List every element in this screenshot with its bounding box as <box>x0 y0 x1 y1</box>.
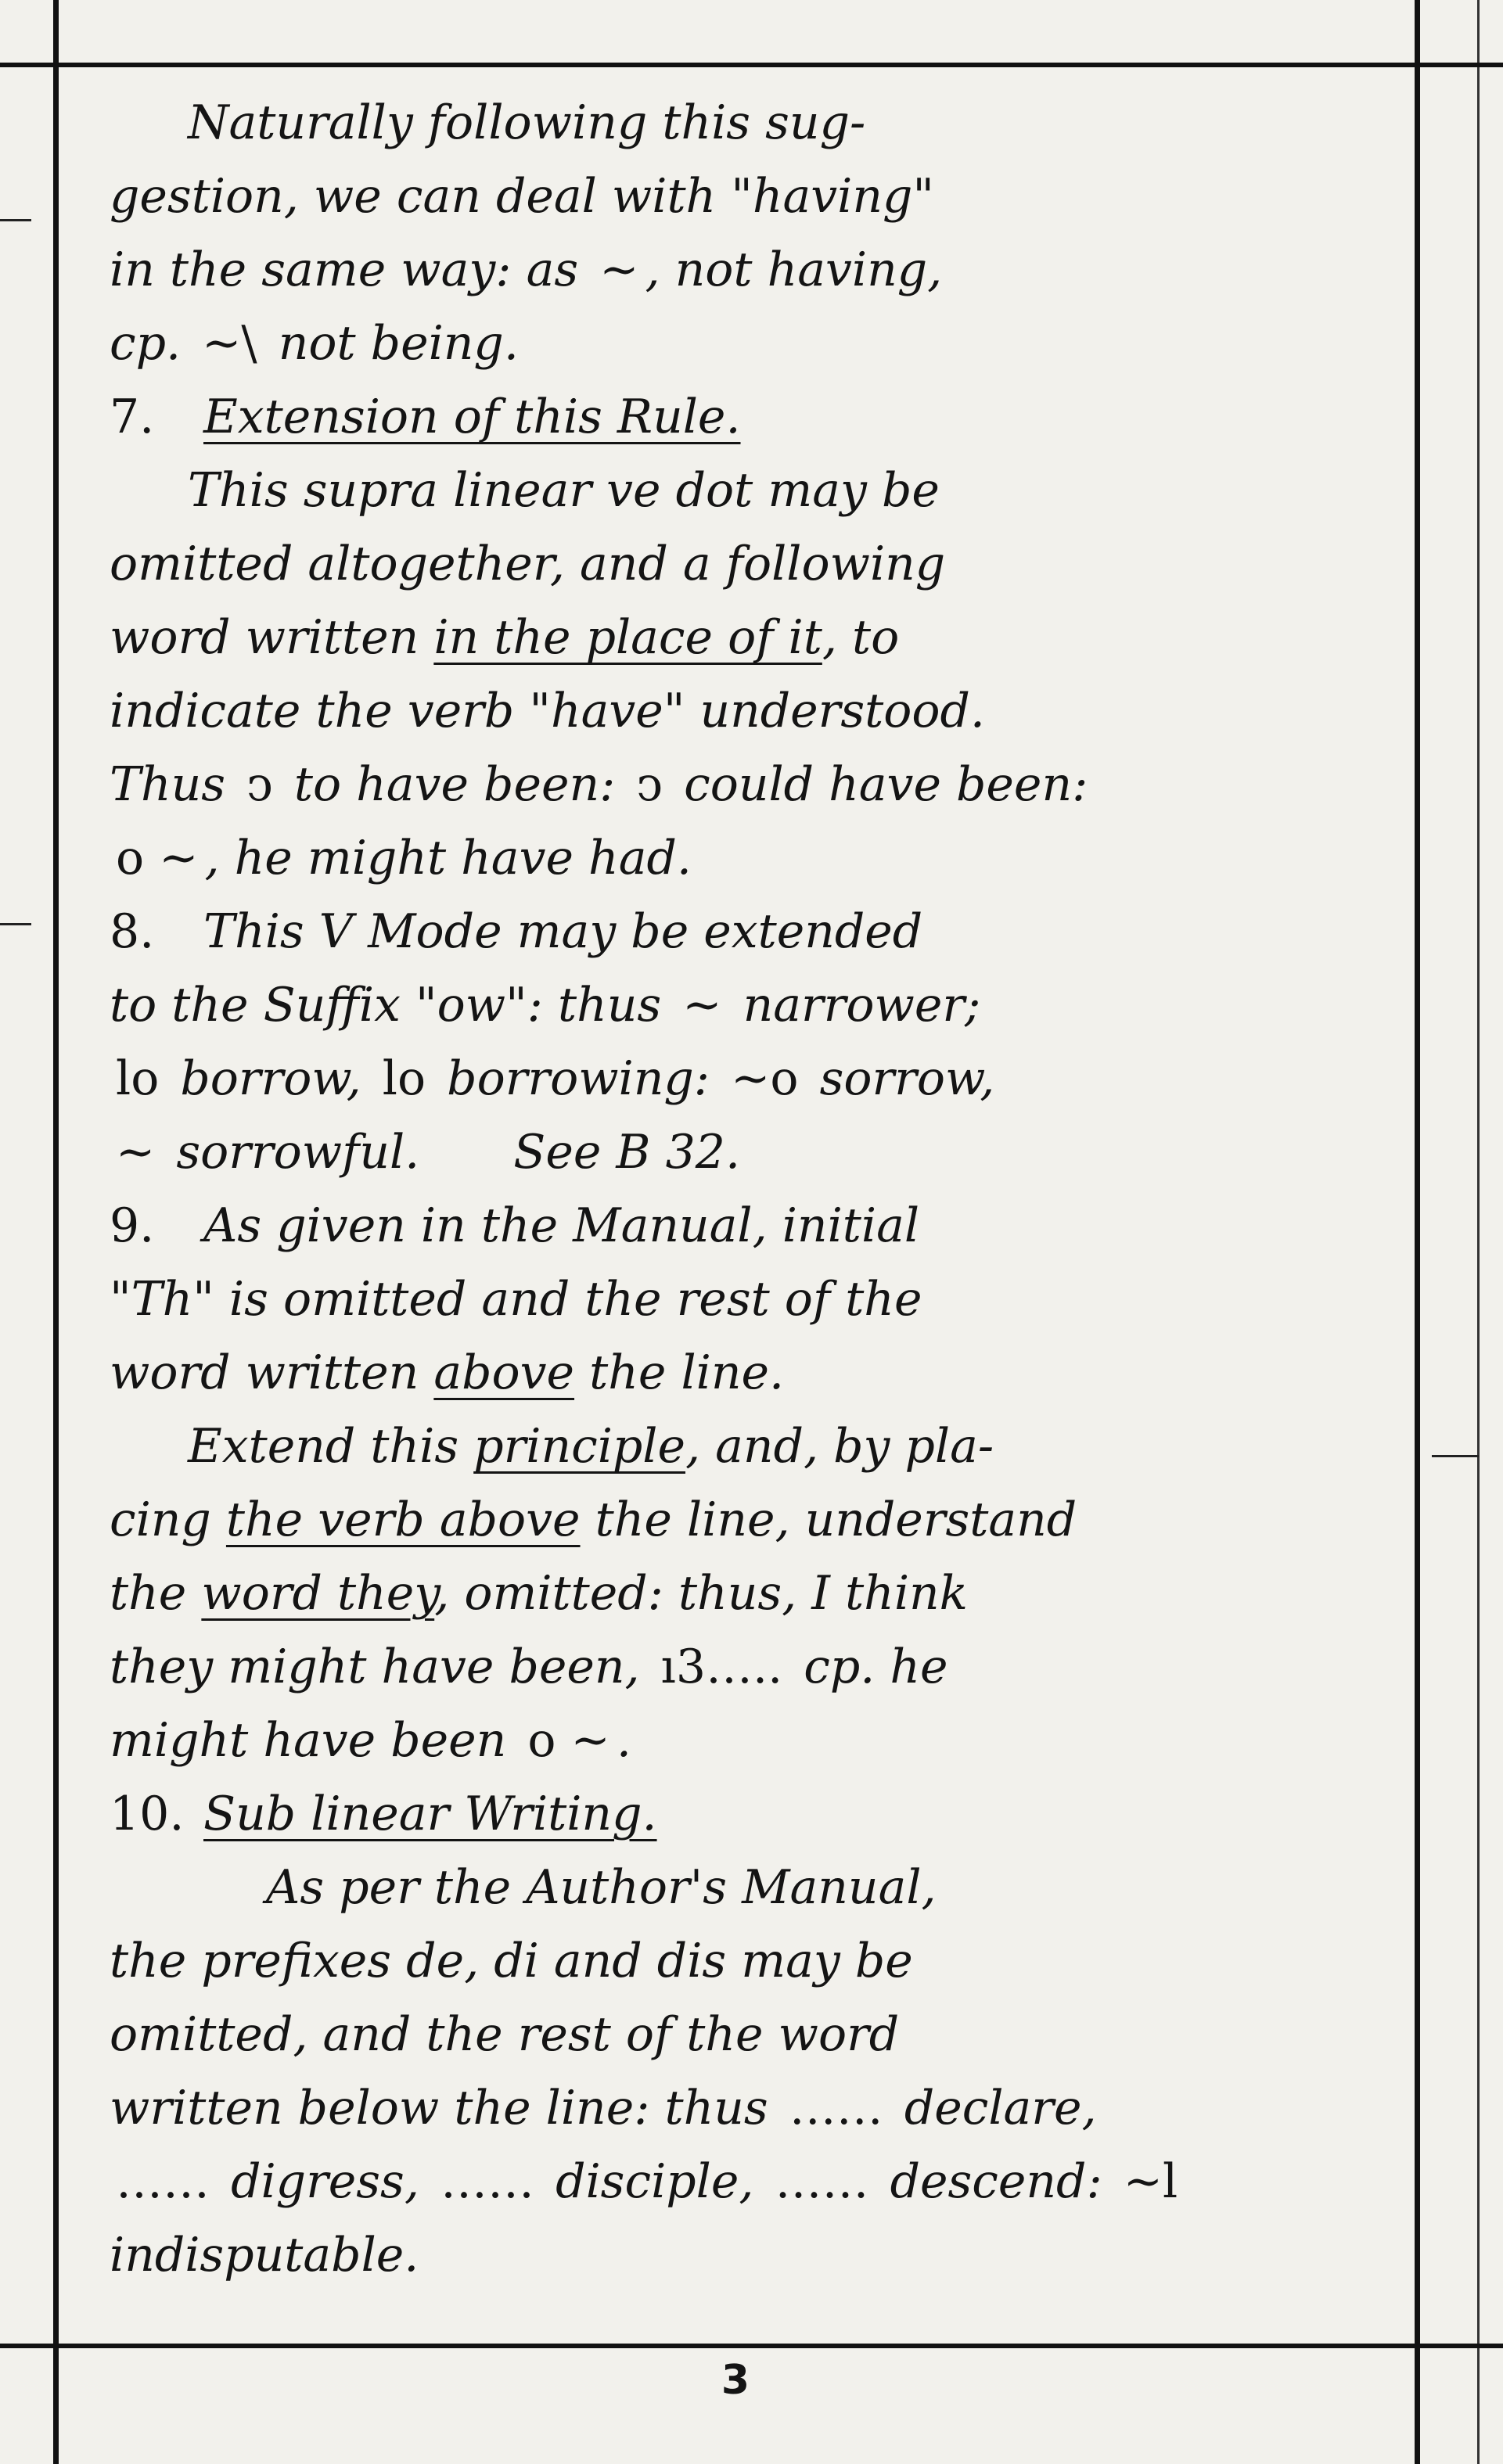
text-segment: disciple, <box>541 2154 769 2209</box>
text-segment: , he might have had. <box>204 831 692 885</box>
text-line <box>110 2145 1401 2218</box>
underlined-text: Extension of this Rule. <box>203 390 741 444</box>
text-line <box>110 1263 1401 1336</box>
text-line <box>110 1115 1401 1189</box>
shorthand-symbol-icon: ı3….. <box>660 1640 783 1694</box>
text-line <box>110 160 1401 233</box>
text-line <box>110 895 1401 968</box>
text-segment: word written <box>110 1345 434 1400</box>
section-number: 7. <box>110 390 155 444</box>
text-line <box>110 821 1401 895</box>
text-line <box>110 1998 1401 2071</box>
text-segment: descend: <box>875 2154 1117 2209</box>
handwritten-page-body <box>110 86 1401 2292</box>
margin-tick <box>0 219 31 221</box>
text-segment: As per the Author's Manual, <box>266 1860 937 1915</box>
text-line <box>110 1483 1401 1557</box>
text-segment: they might have been, <box>110 1640 655 1694</box>
text-segment: the line, understand <box>580 1492 1077 1547</box>
text-segment: borrow, <box>165 1051 376 1106</box>
text-segment: borrowing: <box>432 1051 725 1106</box>
text-segment: , not having, <box>645 242 943 297</box>
text-segment: cp. he <box>789 1640 948 1694</box>
shorthand-symbol-icon: …… <box>116 2154 210 2209</box>
text-segment: the prefixes de, di and dis may be <box>110 1934 913 1988</box>
text-line <box>110 968 1401 1042</box>
text-segment: sorrowful. <box>161 1125 420 1180</box>
text-line <box>110 1189 1401 1263</box>
text-line <box>110 307 1401 380</box>
shorthand-symbol-icon: o ~ <box>527 1713 610 1768</box>
shorthand-symbol-icon: ~ <box>682 978 722 1033</box>
section-number: 8. <box>110 904 155 959</box>
shorthand-symbol-icon: ↄ <box>246 757 273 812</box>
text-line <box>110 2071 1401 2145</box>
text-line <box>110 454 1401 527</box>
text-line <box>110 1851 1401 1924</box>
text-segment: Thus <box>110 757 241 812</box>
underlined-text: word they <box>201 1566 435 1621</box>
text-line <box>110 233 1401 307</box>
top-ruled-line <box>0 63 1503 67</box>
margin-tick <box>1432 1455 1479 1457</box>
text-segment: might have been <box>110 1713 522 1768</box>
text-line <box>110 674 1401 748</box>
text-line <box>110 1336 1401 1410</box>
shorthand-symbol-icon: ~ <box>116 1125 156 1180</box>
text-segment: not being. <box>263 316 519 371</box>
text-segment: to have been: <box>279 757 631 812</box>
text-segment: the line. <box>574 1345 785 1400</box>
text-segment: , to <box>822 610 900 665</box>
text-line <box>110 380 1401 454</box>
shorthand-symbol-icon: o ~ <box>116 831 199 885</box>
shorthand-symbol-icon: …… <box>440 2154 534 2209</box>
text-segment: This supra linear ve dot may be <box>188 463 940 518</box>
bottom-ruled-line <box>0 2344 1503 2348</box>
text-segment: in the same way: as <box>110 242 594 297</box>
shorthand-symbol-icon: lo <box>116 1051 160 1106</box>
underlined-text: above <box>433 1345 575 1400</box>
text-segment: could have been: <box>669 757 1088 812</box>
text-segment: "Th" is omitted and the rest of the <box>110 1272 922 1327</box>
shorthand-symbol-icon: lo <box>382 1051 426 1106</box>
text-segment: declare, <box>889 2081 1097 2135</box>
text-line <box>110 1924 1401 1998</box>
shorthand-symbol-icon: …… <box>789 2081 883 2135</box>
text-line <box>110 2218 1401 2292</box>
text-segment: to the Suffix "ow": thus <box>110 978 677 1033</box>
underlined-text: the verb above <box>225 1492 581 1547</box>
underlined-text: Sub linear Writing. <box>203 1787 657 1841</box>
text-segment: digress, <box>216 2154 434 2209</box>
text-segment: word written <box>110 610 434 665</box>
text-segment: See B 32. <box>513 1125 741 1180</box>
left-ruled-line <box>53 0 59 2464</box>
text-line <box>110 1777 1401 1851</box>
section-number: 9. <box>110 1198 155 1253</box>
text-segment: gestion, we can deal with "having" <box>110 169 935 224</box>
text-segment: indicate the verb "have" understood. <box>110 684 985 738</box>
page-number: 3 <box>721 2357 750 2404</box>
text-segment: , omitted: thus, I think <box>434 1566 969 1621</box>
text-line <box>110 748 1401 821</box>
text-segment: omitted, and the rest of the word <box>110 2007 900 2062</box>
shorthand-symbol-icon: ↄ <box>636 757 663 812</box>
text-line <box>110 1410 1401 1483</box>
text-line <box>110 527 1401 601</box>
text-segment: , and, by pla- <box>685 1419 994 1474</box>
text-segment: narrower; <box>728 978 981 1033</box>
text-line <box>110 1630 1401 1704</box>
page-edge-line <box>1477 0 1480 2464</box>
text-segment: omitted altogether, and a following <box>110 537 946 591</box>
text-segment: cp. <box>110 316 196 371</box>
shorthand-symbol-icon: …… <box>775 2154 869 2209</box>
text-line <box>110 1557 1401 1630</box>
shorthand-symbol-icon: ~ <box>599 242 639 297</box>
shorthand-symbol-icon: ~l <box>1123 2154 1178 2209</box>
underlined-text: in the place of it <box>433 610 822 665</box>
text-segment: indisputable. <box>110 2228 419 2283</box>
text-segment: Naturally following this sug- <box>188 95 866 150</box>
text-segment: written below the line: thus <box>110 2081 783 2135</box>
underlined-text: principle <box>473 1419 686 1474</box>
shorthand-symbol-icon: ~\ <box>202 316 257 371</box>
section-number: 10. <box>110 1787 185 1841</box>
text-segment: Extend this <box>188 1419 474 1474</box>
text-line <box>110 1704 1401 1777</box>
right-ruled-line <box>1415 0 1420 2464</box>
text-segment: As given in the Manual, initial <box>203 1198 920 1253</box>
text-segment: sorrow, <box>804 1051 995 1106</box>
margin-tick <box>0 923 31 925</box>
shorthand-symbol-icon: ~o <box>731 1051 799 1106</box>
text-segment: This V Mode may be extended <box>203 904 923 959</box>
text-segment: cing <box>110 1492 226 1547</box>
text-line <box>110 1042 1401 1115</box>
text-line <box>110 86 1401 160</box>
text-segment: . <box>616 1713 631 1768</box>
text-line <box>110 601 1401 674</box>
text-segment: the <box>110 1566 202 1621</box>
